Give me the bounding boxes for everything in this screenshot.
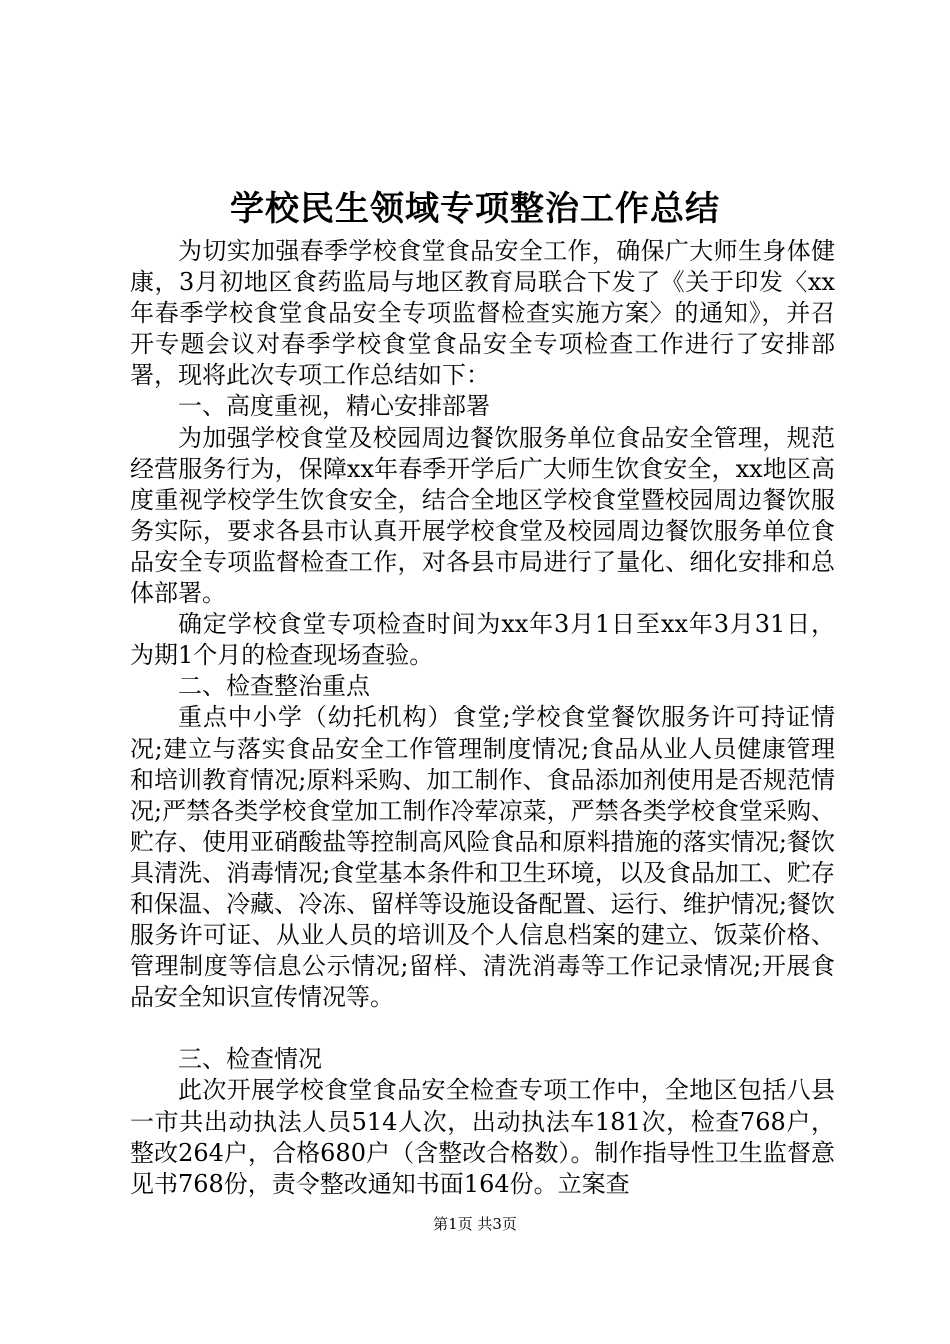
section-2-paragraph: 重点中小学（幼托机构）食堂;学校食堂餐饮服务许可持证情况;建立与落实食品安全工作管理制度情况;食品从业人员健康管理和培训教育情况;原料采购、加工制作、食品添加剂使用是否规范情况;严禁各类学校食堂加工制作冷荤凉菜，严禁各类学校食堂采购、贮存、使用亚硝酸盐等控制高风险食品和原料措施的落实情况;餐饮具清洗、消毒情况;食堂基本条件和卫生环境，以及食品加工、贮存和保温、冷藏、冷冻、留样等设施设备配置、运行、维护情况;餐饮服务许可证、从业人员的培训及个人信息档案的建立、饭菜价格、管理制度等信息公示情况;留样、清洗消毒等工作记录情况;开展食品安全知识宣传情况等。 [130, 703, 835, 1012]
intro-paragraph: 为切实加强春季学校食堂食品安全工作，确保广大师生身体健康，3月初地区食药监局与地区教育局联合下发了《关于印发〈xx年春季学校食堂食品安全专项监督检查实施方案〉的通知》，并召开专题会议对春季学校食堂食品安全专项检查工作进行了安排部署，现将此次专项工作总结如下： [130, 237, 835, 390]
section-3-paragraph: 此次开展学校食堂食品安全检查专项工作中，全地区包括八县一市共出动执法人员514人次，出动执法车181次，检查768户，整改264户，合格680户（含整改合格数）。制作指导性卫生监督意见书768份，责令整改通知书面164份。立案查 [130, 1076, 835, 1198]
section-heading-3: 三、检查情况 [178, 1045, 322, 1074]
inspection-period-paragraph: 确定学校食堂专项检查时间为xx年3月1日至xx年3月31日，为期1个月的检查现场查验。 [130, 610, 835, 670]
document-title: 学校民生领域专项整治工作总结 [230, 189, 720, 229]
document-body [130, 236, 835, 1200]
section-heading-1: 一、高度重视，精心安排部署 [178, 392, 490, 421]
section-heading-2: 二、检查整治重点 [178, 672, 370, 701]
section-1-paragraph: 为加强学校食堂及校园周边餐饮服务单位食品安全管理，规范经营服务行为，保障xx年春季开学后广大师生饮食安全，xx地区高度重视学校学生饮食安全，结合全地区学校食堂暨校园周边餐饮服务实际，要求各县市认真开展学校食堂及校园周边餐饮服务单位食品安全专项监督检查工作，对各县市局进行了量化、细化安排和总体部署。 [130, 423, 835, 608]
page-footer: 第1页 共3页 [433, 1215, 517, 1233]
paragraph-gap [130, 1013, 835, 1044]
